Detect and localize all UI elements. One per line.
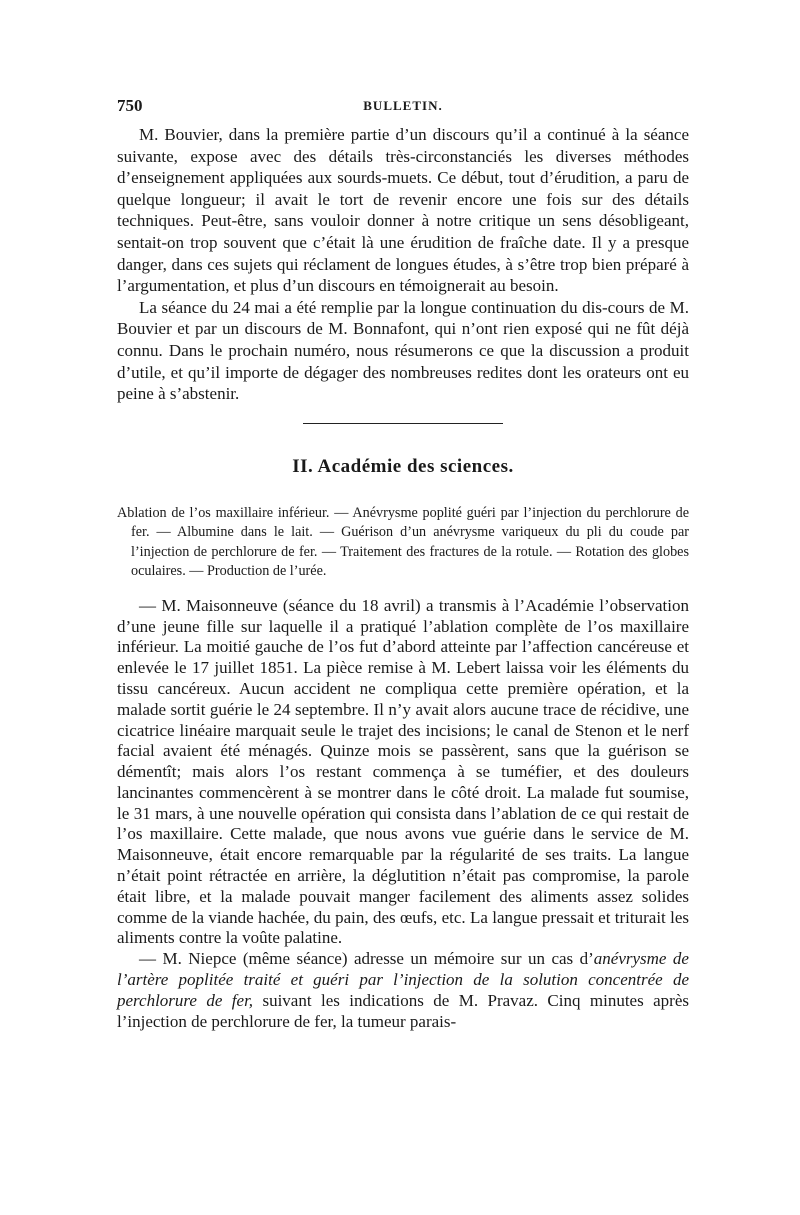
section-body: [117, 596, 689, 1033]
intro-paragraph-2: La séance du 24 mai a été remplie par la longue continuation du dis-cours de M. Bouvier et par un discours de M. Bonnafont, qui n’ont rien exposé qui ne fût déjà connu. Dans le prochain numéro, nous résumerons ce que la discussion a produit d’utile, et qu’il importe de dégager des nombreuses redites dont les orateurs ont eu peine à s’abstenir.: [117, 297, 689, 404]
section-heading: II. Académie des sciences.: [292, 455, 514, 477]
section-divider: [303, 423, 503, 424]
running-title: BULLETIN.: [363, 98, 443, 113]
niepce-text-end: suivant les indications de M. Pravaz. Cinq minutes après l’injection de perchlorure de fer, la tumeur parais-: [117, 990, 689, 1031]
running-header: [117, 96, 689, 124]
page-number: 750: [117, 96, 143, 115]
section-summary: Ablation de l’os maxillaire inférieur. — Anévrysme poplité guéri par l’injection du perchlorure de fer. — Albumine dans le lait. — Guérison d’un anévrysme variqueux du pli du coude par l’injection de perchlorure de fer. — Traitement des fractures de la rotule. — Rotation des globes oculaires. — Production de l’urée.: [117, 504, 689, 580]
niepce-text-start: — M. Niepce (même séance) adresse un mémoire sur un cas d’: [139, 949, 594, 969]
niepce-italic-title: anévrysme de l’artère poplitée traité et guéri par l’injection de la solution concentrée de perchlorure de fer,: [117, 949, 689, 1010]
niepce-paragraph: [117, 949, 689, 1032]
maisonneuve-paragraph: — M. Maisonneuve (séance du 18 avril) a transmis à l’Académie l’observation d’une jeune fille sur laquelle il a pratiqué l’ablation complète de l’os maxillaire inférieur. La moitié gauche de l’os fut d’abord atteinte par l’affection cancéreuse et enlevée le 17 juillet 1851. La pièce remise à M. Lebert laissa voir les éléments du tissu cancéreux. Aucun accident ne compliqua cette première opération, et la malade sortit guérie le 24 septembre. Il n’y avait alors aucune trace de récidive, une cicatrice linéaire marquait seule le trajet des incisions; le canal de Stenon et le nerf facial avaient été ménagés. Quinze mois se passèrent, sans que la guérison se démentît; mais alors l’os restant commença à se tuméfier, et des douleurs lancinantes commencèrent à se montrer dans le côté droit. La malade fut soumise, le 31 mars, à une nouvelle opération qui consista dans l’ablation de ce qui restait de l’os maxillaire. Cette malade, que nous avons vue guérie dans le service de M. Maisonneuve, était encore remarquable par la régularité de ses traits. La langue n’était point rétractée en arrière, la déglutition n’était pas compromise, la parole était libre, et la malade pouvait manger facilement des aliments assez solides comme de la viande hachée, du pain, des œufs, etc. La langue pressait et triturait les aliments contre la voûte palatine.: [117, 595, 689, 948]
page: [117, 96, 689, 1032]
intro-paragraph-1: M. Bouvier, dans la première partie d’un discours qu’il a continué à la séance suivante, expose avec des détails très-circonstanciés les diverses méthodes d’enseignement appliquées aux sourds-muets. Ce début, tout d’érudition, a paru de quelque longueur; il avait le tort de revenir encore une fois sur des détails techniques. Peut-être, sans vouloir donner à notre critique un sens désobligeant, sentait-on trop souvent que c’était là une érudition de fraîche date. Il y a presque danger, dans ces sujets qui réclament de longues études, à s’être trop bien préparé à l’argumentation, et plus d’un discours en témoignerait au besoin.: [117, 125, 689, 296]
